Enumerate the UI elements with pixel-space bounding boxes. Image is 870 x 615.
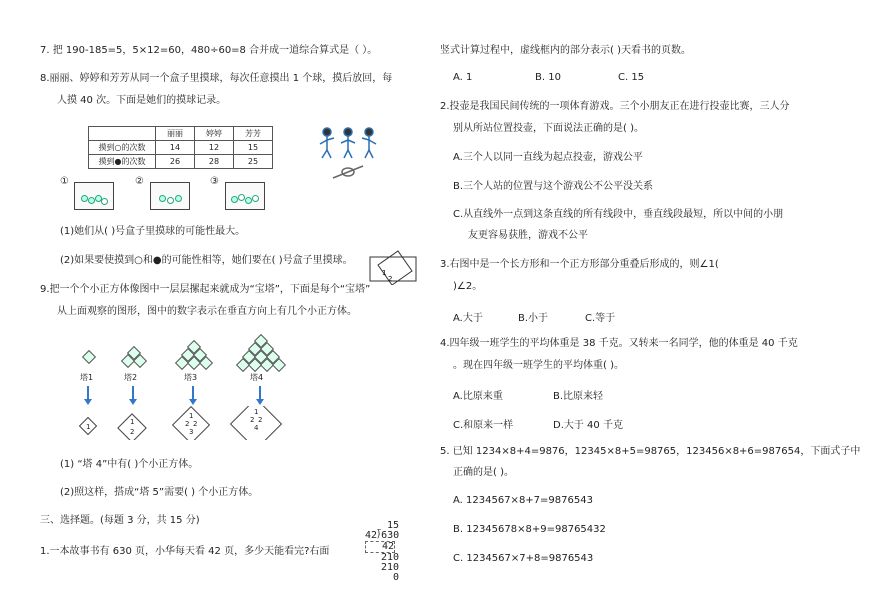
division-step: 210	[381, 562, 400, 573]
table-cell: 14	[156, 141, 195, 155]
down-arrow-icon	[259, 386, 261, 400]
q5-option-c: C. 1234567×7+8=9876543	[453, 553, 594, 564]
table-header-cell: 芳芳	[234, 127, 273, 141]
question-2-line1: 2.投壶是我国民间传统的一项体育游戏。三个小朋友正在进行投壶比赛，三人分	[440, 101, 790, 112]
angle-label-1: 1	[382, 269, 387, 277]
question-2-line2: 别从所站位置投壶，下面说法正确的是( )。	[453, 123, 644, 134]
question-1-continuation: 竖式计算过程中，虚线框内的部分表示( )天看书的页数。	[440, 45, 691, 56]
division-dashed-box: 42	[365, 541, 395, 553]
ball-icon	[245, 197, 252, 204]
long-division	[365, 521, 399, 583]
svg-text:2: 2	[258, 416, 263, 424]
q1-option-c: C. 15	[618, 72, 645, 83]
question-9-sub1: (1) “塔 4”中有( )个小正方体。	[60, 459, 199, 470]
question-3-line2: )∠2。	[453, 281, 483, 292]
svg-text:4: 4	[254, 424, 259, 432]
angle-label-2: 2	[388, 275, 393, 283]
table-row	[89, 155, 273, 169]
table-header-cell	[89, 127, 156, 141]
question-4-line2: 。现在四年级一班学生的平均体重( )。	[453, 360, 624, 371]
svg-text:2: 2	[130, 428, 135, 436]
svg-text:1: 1	[86, 423, 91, 431]
cube-icon	[82, 350, 96, 364]
table-header-row	[89, 127, 273, 141]
question-9-sub2: (2)照这样，搭成“塔 5”需要( ) 个小正方体。	[60, 487, 259, 498]
rectangle-square-figure	[368, 245, 418, 285]
down-arrow-icon	[132, 386, 134, 400]
ball-icon	[159, 195, 166, 202]
question-5-line1: 5. 已知 1234×8+4=9876，12345×8+5=98765，123456×8+6=987654，下面式子中	[440, 446, 861, 457]
q2-option-c-line2: 友更容易获胜，游戏不公平	[468, 230, 588, 241]
svg-text:3: 3	[189, 428, 194, 436]
division-quotient: 15	[387, 520, 400, 531]
table-cell: 12	[195, 141, 234, 155]
ball-icon	[231, 196, 238, 203]
towers-illustration	[70, 340, 300, 440]
question-5-line2: 正确的是( )。	[453, 467, 514, 478]
q5-option-a: A. 1234567×8+7=9876543	[453, 495, 593, 506]
section-3-heading: 三、选择题。(每题 3 分，共 15 分)	[40, 515, 200, 526]
box-label-3: ③	[210, 176, 219, 187]
question-3-line1: 3.右图中是一个长方形和一个正方形部分重叠后形成的，则∠1(	[440, 259, 719, 270]
table-cell: 15	[234, 141, 273, 155]
box-label-2: ②	[135, 176, 144, 187]
ball-icon	[81, 195, 88, 202]
tower-label: 塔1	[80, 373, 94, 382]
table-header-cell: 丽丽	[156, 127, 195, 141]
q1-option-a: A. 1	[453, 72, 473, 83]
question-4-line1: 4.四年级一班学生的平均体重是 38 千克。又转来一名同学，他的体重是 40 千克	[440, 338, 798, 349]
question-9-line2: 从上面观察的图形，图中的数字表示在垂直方向上有几个小正方体。	[57, 306, 357, 317]
svg-text:1: 1	[130, 418, 135, 426]
svg-text:1: 1	[189, 412, 194, 420]
q2-option-a: A.三个人以同一直线为起点投壶，游戏公平	[453, 152, 643, 163]
table-cell: 摸到○的次数	[89, 141, 156, 155]
choice-question-1: 1.一本故事书有 630 页，小华每天看 42 页，多少天能看完?右面	[40, 546, 330, 557]
table-cell: 25	[234, 155, 273, 169]
ball-record-table	[88, 126, 273, 169]
q4-option-c: C.和原来一样	[453, 420, 514, 431]
svg-text:2: 2	[250, 416, 255, 424]
question-8-line2: 人摸 40 次。下面是她们的摸球记录。	[57, 95, 227, 106]
tower-label: 塔2	[124, 373, 138, 382]
ball-icon	[88, 197, 95, 204]
table-cell: 摸到●的次数	[89, 155, 156, 169]
question-8-sub1: (1)她们从( )号盒子里摸球的可能性最大。	[60, 226, 246, 237]
ball-box-2	[150, 182, 190, 210]
q4-option-d: D.大于 40 千克	[553, 420, 623, 431]
top-view-diagrams	[70, 406, 300, 440]
ball-icon	[101, 198, 108, 205]
q3-option-b: B.小于	[518, 313, 549, 324]
table-header-cell: 婷婷	[195, 127, 234, 141]
svg-text:1: 1	[254, 408, 259, 416]
table-row	[89, 141, 273, 155]
table-cell: 26	[156, 155, 195, 169]
q5-option-b: B. 12345678×8+9=98765432	[453, 524, 606, 535]
children-illustration	[315, 124, 385, 182]
question-7: 7. 把 190-185=5，5×12=60，480÷60=8 合并成一道综合算式是（ ）。	[40, 45, 378, 56]
q4-option-b: B.比原来轻	[553, 391, 604, 402]
svg-text:2: 2	[185, 420, 190, 428]
svg-text:2: 2	[193, 420, 198, 428]
ball-icon	[238, 194, 245, 201]
down-arrow-icon	[87, 386, 89, 400]
q1-option-b: B. 10	[535, 72, 561, 83]
ball-box-3	[225, 182, 265, 210]
division-divisor-dividend: 42⟌630	[365, 530, 400, 541]
q2-option-b: B.三个人站的位置与这个游戏公不公平没关系	[453, 181, 654, 192]
tower-label: 塔3	[184, 373, 198, 382]
box-label-1: ①	[60, 176, 69, 187]
ball-icon	[252, 195, 259, 202]
ball-icon	[175, 195, 182, 202]
down-arrow-icon	[192, 386, 194, 400]
division-remainder: 0	[393, 572, 400, 583]
tower-label: 塔4	[250, 373, 264, 382]
question-9-line1: 9.把一个个小正方体像图中一层层摞起来就成为“宝塔”，下面是每个“宝塔”	[40, 284, 371, 295]
q3-option-c: C.等于	[585, 313, 616, 324]
ball-box-1	[74, 182, 114, 210]
q4-option-a: A.比原来重	[453, 391, 503, 402]
question-8-line1: 8.丽丽、婷婷和芳芳从同一个盒子里摸球，每次任意摸出 1 个球，摸后放回，每	[40, 73, 393, 84]
ball-icon	[167, 197, 174, 204]
q2-option-c-line1: C.从直线外一点到这条直线的所有线段中，垂直线段最短，所以中间的小朋	[453, 209, 784, 220]
division-step: 210	[381, 552, 400, 563]
question-8-sub2: (2)如果要使摸到○和●的可能性相等，她们要在( )号盒子里摸球。	[60, 255, 353, 266]
table-cell: 28	[195, 155, 234, 169]
q3-option-a: A.大于	[453, 313, 483, 324]
